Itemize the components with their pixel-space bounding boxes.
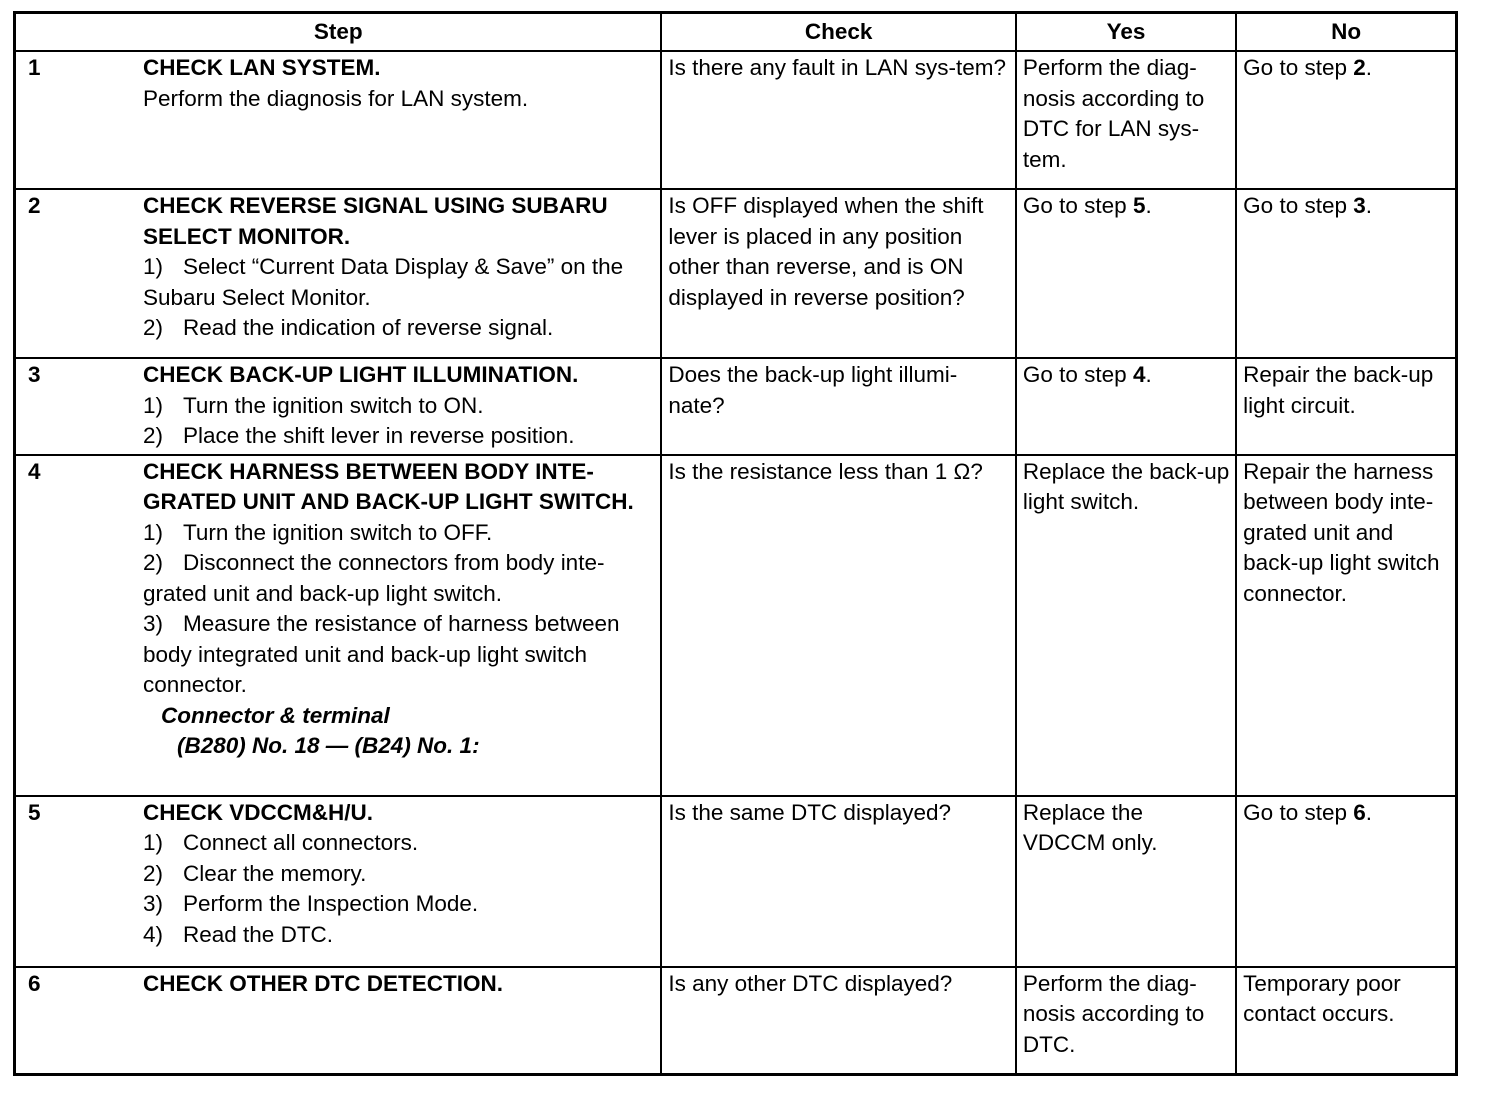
substep-number: 2) (143, 315, 164, 340)
check-cell: Is any other DTC displayed? (661, 967, 1015, 1075)
substep-number: 2) (143, 550, 164, 575)
check-cell: Is the same DTC displayed? (661, 796, 1015, 967)
step-cell (15, 189, 662, 358)
step-title: CHECK OTHER DTC DETECTION. (143, 970, 503, 996)
substep-text: Turn the ignition switch to OFF. (183, 519, 493, 545)
yes-prefix: Go to step (1022, 362, 1133, 387)
substep-number: 4) (143, 921, 164, 947)
substep-text: Read the indication of reverse signal. (183, 315, 554, 340)
header-step: Step (15, 13, 662, 52)
substep (143, 609, 651, 701)
yes-suffix: . (1145, 362, 1152, 387)
step-cell (15, 967, 662, 1075)
connector-value: (B280) No. 18 — (B24) No. 1: (177, 733, 480, 758)
check-cell: Is OFF displayed when the shift lever is placed in any position other than reverse, and is ON displayed in reverse position? (661, 189, 1015, 358)
substep (143, 828, 651, 859)
yes-cell: Replace the back-up light switch. (1016, 455, 1236, 796)
substep (143, 920, 651, 951)
table-row (15, 967, 1457, 1075)
substep-number: 1) (143, 830, 164, 855)
header-row (15, 13, 1457, 52)
step-number: 2 (28, 193, 41, 218)
substep-number: 2) (143, 423, 164, 448)
step-cell (15, 796, 662, 967)
check-cell: Is there any fault in LAN sys-tem? (661, 51, 1015, 189)
yes-cell (1016, 189, 1236, 358)
substep-text: Perform the Inspection Mode. (183, 891, 479, 916)
substep-number: 1) (143, 519, 164, 545)
substep-number: 3) (143, 611, 164, 636)
header-yes: Yes (1016, 13, 1236, 52)
step-number: 6 (28, 970, 41, 996)
no-cell (1236, 189, 1456, 358)
substep-number: 3) (143, 891, 164, 916)
substep-text: Disconnect the connectors from body inte-grated unit and back-up light switch. (143, 550, 605, 606)
yes-cell: Replace the VDCCM only. (1016, 796, 1236, 967)
no-cell: Repair the harness between body inte-grated unit and back-up light switch connector. (1236, 455, 1456, 796)
no-prefix: Go to step (1243, 193, 1354, 218)
table-row (15, 189, 1457, 358)
check-cell: Does the back-up light illumi-nate? (661, 358, 1015, 455)
step-title: CHECK BACK-UP LIGHT ILLUMINATION. (143, 362, 579, 387)
substep (143, 252, 651, 313)
no-prefix: Go to step (1243, 55, 1354, 80)
step-cell (15, 51, 662, 189)
substep-text: Place the shift lever in reverse position. (183, 423, 575, 448)
step-cell (15, 455, 662, 796)
substep (143, 391, 651, 422)
substep-text: Turn the ignition switch to ON. (183, 392, 484, 418)
no-cell: Temporary poor contact occurs. (1236, 967, 1456, 1075)
substep (143, 889, 651, 920)
substep (143, 859, 651, 890)
step-cell (15, 358, 662, 455)
diagnostic-table (13, 11, 1458, 1076)
no-suffix: . (1365, 55, 1373, 80)
substep-number: 1) (143, 254, 164, 279)
substep-text: Select “Current Data Display & Save” on the Subaru Select Monitor. (143, 254, 624, 310)
step-title: CHECK VDCCM&H/U. (143, 799, 373, 825)
yes-step-ref: 4 (1132, 362, 1146, 387)
table-row (15, 51, 1457, 189)
connector-label: Connector & terminal (161, 702, 390, 728)
substep (143, 421, 651, 452)
yes-suffix: . (1145, 193, 1152, 218)
table-row (15, 796, 1457, 967)
step-title: CHECK HARNESS BETWEEN BODY INTE-GRATED UNIT AND BACK-UP LIGHT SWITCH. (143, 458, 634, 514)
no-step-ref: 3 (1353, 193, 1366, 218)
no-step-ref: 2 (1353, 55, 1366, 80)
substep-text: Read the DTC. (183, 921, 334, 947)
step-title: CHECK REVERSE SIGNAL USING SUBARU SELECT MONITOR. (143, 193, 608, 249)
step-number: 3 (28, 362, 41, 387)
header-check: Check (661, 13, 1015, 52)
substep-text: Connect all connectors. (183, 830, 419, 855)
check-cell: Is the resistance less than 1 Ω? (661, 455, 1015, 796)
substep (143, 548, 651, 609)
yes-step-ref: 5 (1132, 193, 1146, 218)
step-number: 4 (28, 458, 41, 484)
substep-number: 2) (143, 860, 164, 886)
step-number: 5 (28, 799, 41, 825)
no-cell (1236, 796, 1456, 967)
substep (143, 518, 651, 549)
no-step-ref: 6 (1353, 799, 1366, 825)
yes-prefix: Go to step (1022, 193, 1133, 218)
no-cell: Repair the back-up light circuit. (1236, 358, 1456, 455)
step-title: CHECK LAN SYSTEM. (143, 55, 381, 80)
table-row (15, 455, 1457, 796)
step-number: 1 (28, 55, 41, 80)
table-row (15, 358, 1457, 455)
substep-text: Clear the memory. (183, 860, 367, 886)
no-suffix: . (1365, 193, 1373, 218)
no-cell (1236, 51, 1456, 189)
header-no: No (1236, 13, 1456, 52)
substep-number: 1) (143, 392, 164, 418)
substep (143, 313, 651, 344)
no-prefix: Go to step (1243, 799, 1354, 825)
substep-text: Measure the resistance of harness between body integrated unit and back-up light switch connector. (143, 611, 620, 697)
yes-cell: Perform the diag-nosis according to DTC for LAN sys-tem. (1016, 51, 1236, 189)
step-description: Perform the diagnosis for LAN system. (143, 85, 529, 111)
no-suffix: . (1365, 799, 1373, 825)
yes-cell (1016, 358, 1236, 455)
yes-cell: Perform the diag-nosis according to DTC. (1016, 967, 1236, 1075)
